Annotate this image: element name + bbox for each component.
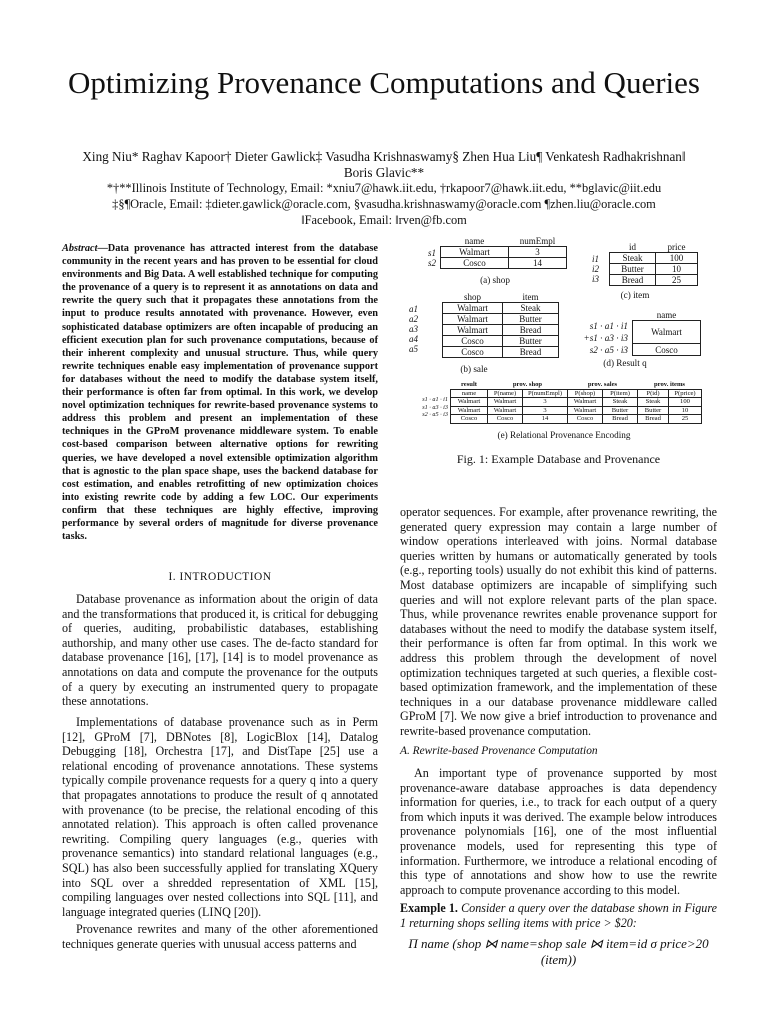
table-cell: Cosco (443, 347, 503, 358)
table-cell: Walmart (443, 303, 503, 314)
table-cell: Cosco (633, 344, 701, 356)
row-label: s1 · a3 · i3 (422, 403, 448, 411)
col-header: P(numEmpl) (523, 389, 568, 398)
col-header: name (633, 310, 701, 321)
intro-paragraph-3-cont: operator sequences. For example, after provenance rewriting, the generated query expression may contain a large number of window operations interleaved with joins. Normal database queries written by humans or automatically generated by tools (e.g., reporting tools) usually do not exhibit this kind of patterns. Most database optimizers are incapable of simplifying such queries and will not explore relevant parts of the plan space. Thus, while provenance rewrites enable provenance support for databases without the need to modify the database system itself, their performance is often far from optimal. In this work we address this problem through the development of novel optimization techniques targeted at such queries, a flexible cost-based optimization framework, and the implementation of these techniques in a our database provenance middleware called GProM [7]. We now give a brief introduction to provenance and rewrite-based provenance computation. (400, 505, 717, 738)
provenance-expression: s2 · a5 · i3 (589, 345, 628, 355)
table-cell: Butter (603, 406, 638, 415)
abstract-text: —Data provenance has attracted interest from the database community in the recent years and has proven to be essential for cloud environments and Big Data. A well established technique for computing the provenance of a query is to represent it as annotations on data and rewrite the query such that it propagates these annotations from the input to produce results annotated with provenance. However, even sophisticated database optimizers are often incapable of producing an efficient execution plan for such provenance computations, because of their inherent complexity and unusual structure. Thus, while query rewrite techniques enable easy implementation of provenance support for databases without the need to modify the database system itself, their performance is often far from optimal. In this work, we develop novel optimization techniques for rewrite-based provenance systems to address this problem and present an implementation of these techniques in the GProM provenance middleware system. To enable cost-based comparison between alternative options for rewriting queries, we have developed a novel extensible optimization algorithm that is agnostic to the plan space shape, uses the backend database for cost estimation, and enables retrofitting of new optimization choices into existing rewrite code by adding a few LOC. Our experiments confirm that these techniques are highly effective, improving performance by several orders of magnitude for diverse provenance tasks. (62, 243, 378, 543)
table-cell: Butter (638, 406, 669, 415)
col-header: price (656, 242, 698, 253)
table-cell: 3 (523, 406, 568, 415)
table-cell: Bread (603, 415, 638, 424)
table-cell: Bread (503, 347, 559, 358)
table-cell: Butter (503, 314, 559, 325)
table-cell: Cosco (568, 415, 603, 424)
example-1 (400, 901, 717, 930)
table-cell: 3 (523, 398, 568, 407)
table-cell: Steak (603, 398, 638, 407)
table-cell: 100 (656, 253, 698, 264)
col-header: id (610, 242, 656, 253)
table-cell: Steak (638, 398, 669, 407)
col-header: P(price) (669, 389, 702, 398)
table-cell: Walmart (441, 247, 509, 258)
table-cell: Steak (503, 303, 559, 314)
table-cell: 100 (669, 398, 702, 407)
table-cell: Cosco (441, 258, 509, 269)
table-cell: Cosco (443, 336, 503, 347)
row-label: a1 (409, 304, 418, 314)
row-label: s1 (427, 248, 436, 258)
intro-paragraph-3: Provenance rewrites and many of the other aforementioned techniques generate queries with unusual access patterns and (62, 922, 378, 951)
table-cell: 3 (509, 247, 567, 258)
row-label: a3 (409, 324, 418, 334)
row-label: s2 (427, 258, 436, 268)
group-header: result (461, 381, 477, 388)
author-list: Xing Niu* Raghav Kapoor† Dieter Gawlick‡ Vasudha Krishnaswamy§ Zhen Hua Liu¶ Venkatesh Radhakrishnan‖ (82, 149, 686, 164)
table-cell: Walmart (488, 398, 523, 407)
table-cell: Walmart (451, 406, 488, 415)
table-cell: Walmart (633, 321, 701, 344)
table-cell: Walmart (451, 398, 488, 407)
figure-caption: Fig. 1: Example Database and Provenance (456, 452, 661, 466)
col-header: P(item) (603, 389, 638, 398)
table-cell: 14 (523, 415, 568, 424)
example-text: Consider a query over the database shown in Figure 1 returning shops selling items with price > $20: (400, 901, 717, 930)
example-formula: Π name (shop ⋈ name=shop sale ⋈ item=id σ price>20 (item)) (408, 936, 709, 967)
affiliation-oracle: ‡§¶Oracle, Email: ‡dieter.gawlick@oracle.com, §vasudha.krishnaswamy@oracle.com ¶zhen.liu@oracle.com (112, 197, 656, 211)
abstract (62, 242, 378, 543)
table-cell: 14 (509, 258, 567, 269)
table-cell: 10 (669, 406, 702, 415)
author-list-cont: Boris Glavic** (343, 165, 425, 180)
section-heading-introduction: I. INTRODUCTION (168, 571, 272, 583)
row-label: a4 (409, 334, 418, 344)
subsection-heading: A. Rewrite-based Provenance Computation (400, 745, 598, 757)
table-cell: Butter (503, 336, 559, 347)
col-header: shop (443, 292, 503, 303)
subsection-paragraph: An important type of provenance supported by most provenance-aware database approaches is data dependency information for queries, i.e., to track for each output of a query from which inputs it was derived. The example below introduces provenance polynomials [16], one of the most influential provenance models, used for representing this type of information. Furthermore, we introduce a relational encoding of this type of annotations and show how to use the rewrite approach to compute provenance according to this model. (400, 766, 717, 897)
group-header: prov. shop (512, 381, 543, 388)
subfig-caption: (d) Result q (603, 358, 647, 368)
figure-sale-table (404, 292, 559, 374)
col-header: item (503, 292, 559, 303)
group-header: prov. sales (587, 381, 618, 388)
affiliation-facebook: ‖Facebook, Email: ‖rven@fb.com (301, 213, 467, 227)
table-cell: Walmart (568, 398, 603, 407)
row-label: i1 (591, 254, 599, 264)
table-cell: Walmart (488, 406, 523, 415)
table-cell: 25 (669, 415, 702, 424)
subfig-caption: (a) shop (480, 275, 510, 285)
table-cell: Steak (610, 253, 656, 264)
example-label: Example 1. (400, 901, 458, 915)
col-header: P(id) (638, 389, 669, 398)
abstract-lead: Abstract (62, 243, 98, 254)
table-cell: Bread (610, 275, 656, 286)
row-label: a5 (409, 344, 418, 354)
table-cell: 25 (656, 275, 698, 286)
figure-shop-table (420, 236, 570, 285)
col-header: name (451, 389, 488, 398)
figure-result-table (540, 310, 701, 368)
table-cell: Cosco (488, 415, 523, 424)
table-cell: Cosco (451, 415, 488, 424)
row-label: s1 · a1 · i1 (422, 396, 448, 403)
col-header: numEmpl (509, 236, 567, 247)
provenance-expression: +s1 · a3 · i3 (583, 333, 628, 343)
affiliation-iit: *†**Illinois Institute of Technology, Email: *xniu7@hawk.iit.edu, †rkapoor7@hawk.iit.edu, **bglavic@iit.edu (106, 181, 662, 195)
subfig-caption: (c) item (620, 290, 650, 300)
row-label: a2 (409, 314, 418, 324)
row-label: s2 · a5 · i3 (422, 411, 448, 418)
table-cell: Bread (503, 325, 559, 336)
intro-paragraph-2: Implementations of database provenance such as in Perm [12], GProM [7], DBNotes [8], LogicBlox [14], Datalog Debugging [18], Orchestra [17], and DistTape [25] use a relational encoding of provenance annotations. These systems typically compile provenance requests for a query q into a query that propagates annotations to produce the result of q annotated with provenance (to be precise, the relational encoding of this annotated relation). This approach is often called provenance rewriting. Compiling query languages (e.g., queries with provenance semantics) into standard relational languages (e.g., SQL) has also been successfully applied for translating XQuery into SQL over a shredded representation of XML [15], compiling languages over nested collections into SQL [11], and language integrated queries (LINQ [20]). (62, 715, 378, 919)
table-cell: Walmart (568, 406, 603, 415)
table-cell: 10 (656, 264, 698, 275)
col-header: P(name) (488, 389, 523, 398)
col-header: name (441, 236, 509, 247)
provenance-expression: s1 · a1 · i1 (589, 321, 628, 331)
figure-provenance-encoding (404, 381, 714, 440)
intro-paragraph-1: Database provenance as information about the origin of data and the transformations that produced it, is critical for debugging of queries, auditing, probabilistic databases, establishing authorship, and many other use cases. The de-facto standard for database provenance [16], [17], [14] is to model provenance as annotations on data and compute the provenance for the outputs of a query by executing an instrumented query to propagate these annotations. (62, 592, 378, 709)
figure-item-table (585, 242, 698, 300)
col-header: P(shop) (568, 389, 603, 398)
paper-title: Optimizing Provenance Computations and Queries (68, 65, 700, 100)
row-label: i2 (591, 264, 599, 274)
group-header: prov. items (653, 381, 685, 388)
row-label: i3 (591, 274, 599, 284)
table-cell: Bread (638, 415, 669, 424)
subfig-caption: (b) sale (460, 364, 488, 374)
table-cell: Walmart (443, 314, 503, 325)
table-cell: Walmart (443, 325, 503, 336)
table-cell: Butter (610, 264, 656, 275)
subfig-caption: (e) Relational Provenance Encoding (497, 429, 631, 440)
